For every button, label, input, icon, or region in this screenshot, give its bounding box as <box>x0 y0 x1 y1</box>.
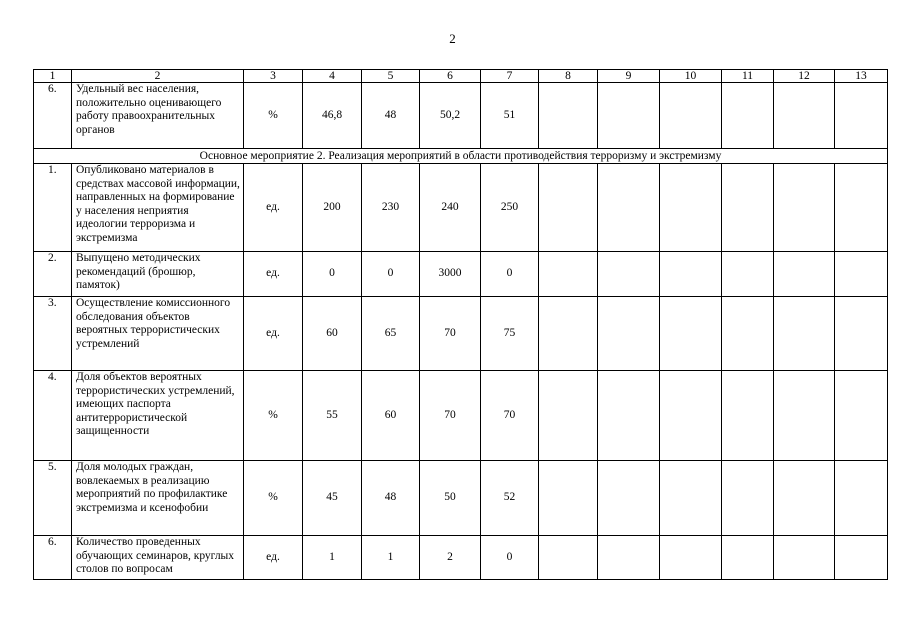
column-number: 6 <box>420 70 481 83</box>
indicator-name: Удельный вес населения, положительно оценивающего работу правоохранительных органов <box>72 83 244 149</box>
empty-cell <box>539 536 598 580</box>
value-col-6: 240 <box>420 164 481 252</box>
empty-cell <box>835 536 888 580</box>
row-number: 3. <box>34 297 72 371</box>
indicators-table <box>33 69 888 580</box>
value-col-5: 65 <box>362 297 420 371</box>
column-number: 11 <box>722 70 774 83</box>
table-row <box>34 536 888 580</box>
empty-cell <box>774 252 835 297</box>
empty-cell <box>835 83 888 149</box>
value-col-6: 2 <box>420 536 481 580</box>
empty-cell <box>598 83 660 149</box>
empty-cell <box>722 371 774 461</box>
empty-cell <box>598 252 660 297</box>
empty-cell <box>598 371 660 461</box>
section-row <box>34 149 888 164</box>
row-number: 5. <box>34 461 72 536</box>
table-row <box>34 83 888 149</box>
value-col-7: 52 <box>481 461 539 536</box>
empty-cell <box>722 536 774 580</box>
empty-cell <box>774 461 835 536</box>
value-col-4: 60 <box>303 297 362 371</box>
value-col-6: 70 <box>420 371 481 461</box>
value-col-7: 75 <box>481 297 539 371</box>
indicator-name: Доля молодых граждан, вовлекаемых в реализацию мероприятий по профилактике экстремизма и ксенофобии <box>72 461 244 536</box>
empty-cell <box>660 297 722 371</box>
empty-cell <box>774 297 835 371</box>
row-number: 2. <box>34 252 72 297</box>
indicator-name: Количество проведенных обучающих семинаров, круглых столов по вопросам <box>72 536 244 580</box>
unit-cell: % <box>244 371 303 461</box>
value-col-6: 50 <box>420 461 481 536</box>
empty-cell <box>660 164 722 252</box>
column-number: 13 <box>835 70 888 83</box>
column-number: 3 <box>244 70 303 83</box>
empty-cell <box>598 164 660 252</box>
column-number: 9 <box>598 70 660 83</box>
empty-cell <box>598 536 660 580</box>
empty-cell <box>722 164 774 252</box>
empty-cell <box>539 83 598 149</box>
value-col-5: 0 <box>362 252 420 297</box>
section-title: Основное мероприятие 2. Реализация мероприятий в области противодействия терроризму и экстремизму <box>34 149 888 164</box>
table-row <box>34 252 888 297</box>
value-col-4: 55 <box>303 371 362 461</box>
unit-cell: % <box>244 461 303 536</box>
empty-cell <box>539 371 598 461</box>
empty-cell <box>660 371 722 461</box>
page-number: 2 <box>449 31 456 46</box>
value-col-6: 70 <box>420 297 481 371</box>
empty-cell <box>722 252 774 297</box>
empty-cell <box>660 83 722 149</box>
value-col-6: 50,2 <box>420 83 481 149</box>
column-number: 7 <box>481 70 539 83</box>
empty-cell <box>835 252 888 297</box>
indicator-name: Выпущено методических рекомендаций (брошюр, памяток) <box>72 252 244 297</box>
value-col-4: 0 <box>303 252 362 297</box>
column-number: 10 <box>660 70 722 83</box>
empty-cell <box>722 83 774 149</box>
empty-cell <box>774 83 835 149</box>
unit-cell: ед. <box>244 297 303 371</box>
indicator-name: Доля объектов вероятных террористических устремлений, имеющих паспорта антитеррористической защищенности <box>72 371 244 461</box>
empty-cell <box>835 371 888 461</box>
value-col-6: 3000 <box>420 252 481 297</box>
value-col-5: 1 <box>362 536 420 580</box>
value-col-7: 250 <box>481 164 539 252</box>
value-col-4: 45 <box>303 461 362 536</box>
value-col-5: 48 <box>362 461 420 536</box>
empty-cell <box>774 164 835 252</box>
value-col-7: 51 <box>481 83 539 149</box>
table-row <box>34 461 888 536</box>
unit-cell: % <box>244 83 303 149</box>
empty-cell <box>598 461 660 536</box>
value-col-4: 1 <box>303 536 362 580</box>
value-col-4: 200 <box>303 164 362 252</box>
empty-cell <box>774 536 835 580</box>
empty-cell <box>835 297 888 371</box>
table-row <box>34 164 888 252</box>
empty-cell <box>539 461 598 536</box>
table-row <box>34 371 888 461</box>
column-number: 2 <box>72 70 244 83</box>
empty-cell <box>660 536 722 580</box>
empty-cell <box>722 461 774 536</box>
empty-cell <box>539 252 598 297</box>
empty-cell <box>539 297 598 371</box>
empty-cell <box>722 297 774 371</box>
column-number: 8 <box>539 70 598 83</box>
column-number: 1 <box>34 70 72 83</box>
table-row <box>34 297 888 371</box>
value-col-5: 48 <box>362 83 420 149</box>
row-number: 1. <box>34 164 72 252</box>
empty-cell <box>835 164 888 252</box>
unit-cell: ед. <box>244 252 303 297</box>
empty-cell <box>539 164 598 252</box>
empty-cell <box>774 371 835 461</box>
value-col-7: 70 <box>481 371 539 461</box>
indicator-name: Опубликовано материалов в средствах массовой информации, направленных на формирование у населения неприятия идеологии терроризма и экстремизма <box>72 164 244 252</box>
value-col-7: 0 <box>481 252 539 297</box>
empty-cell <box>835 461 888 536</box>
column-number: 5 <box>362 70 420 83</box>
value-col-4: 46,8 <box>303 83 362 149</box>
column-number: 12 <box>774 70 835 83</box>
unit-cell: ед. <box>244 164 303 252</box>
value-col-5: 230 <box>362 164 420 252</box>
value-col-5: 60 <box>362 371 420 461</box>
indicator-name: Осуществление комиссионного обследования объектов вероятных террористических устремлений <box>72 297 244 371</box>
column-number: 4 <box>303 70 362 83</box>
unit-cell: ед. <box>244 536 303 580</box>
row-number: 4. <box>34 371 72 461</box>
value-col-7: 0 <box>481 536 539 580</box>
empty-cell <box>598 297 660 371</box>
row-number: 6. <box>34 536 72 580</box>
empty-cell <box>660 252 722 297</box>
row-number: 6. <box>34 83 72 149</box>
empty-cell <box>660 461 722 536</box>
column-numbers-row <box>34 70 888 83</box>
